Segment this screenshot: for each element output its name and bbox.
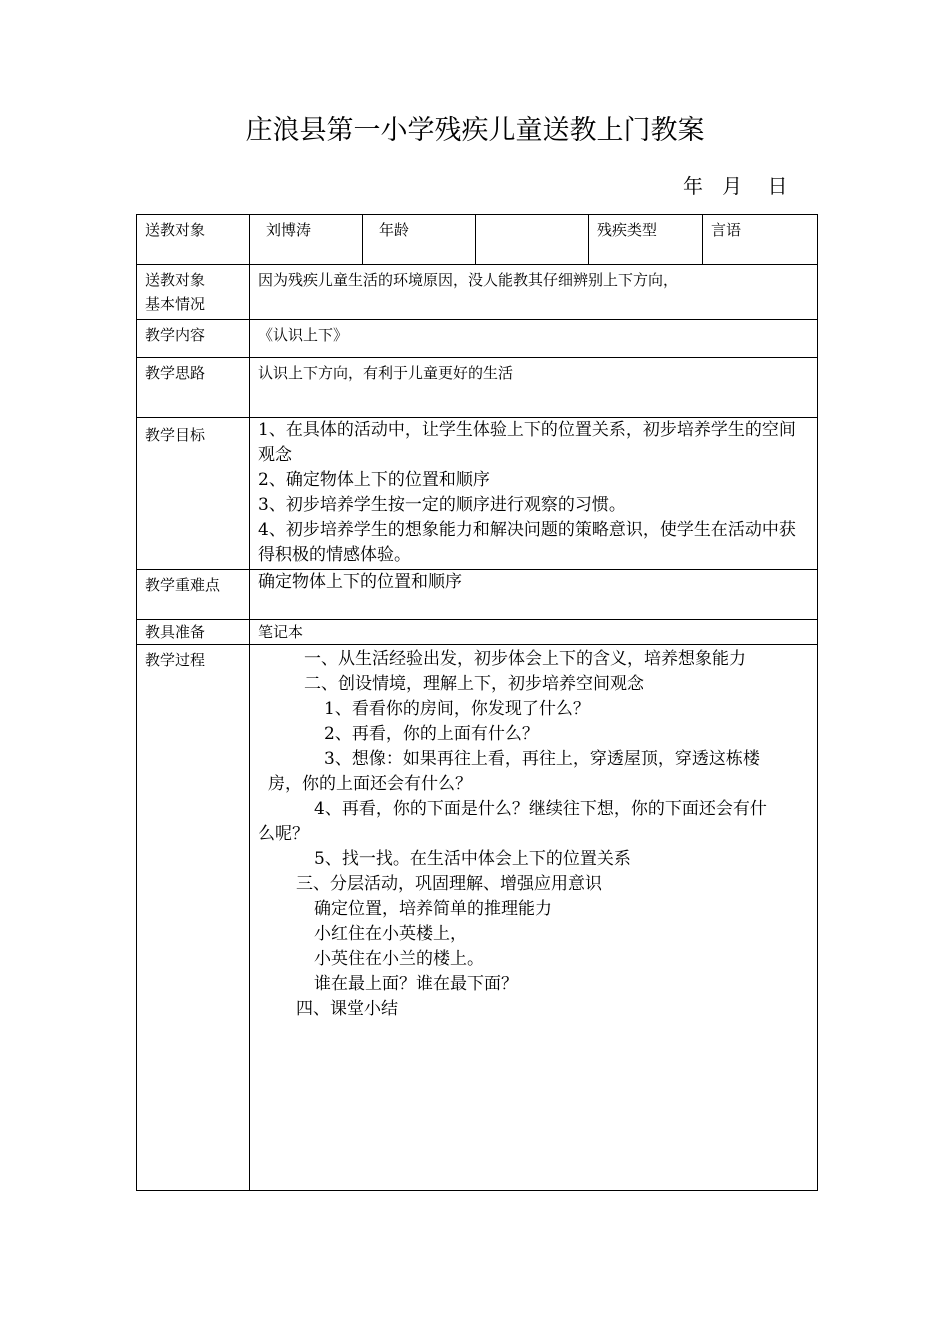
basic-info-row [137,265,818,320]
process-line: 谁在最上面？谁在最下面？ [314,974,518,994]
process-line: 确定位置，培养简单的推理能力 [314,899,552,919]
difficulty-label: 教学重难点 [137,570,250,620]
basic-info-label-line2: 基本情况 [145,295,206,313]
goal-item: 2、确定物体上下的位置和顺序 [258,470,490,490]
process-line: 么呢？ [258,824,309,844]
age-label: 年龄 [363,215,476,265]
content-row [137,320,818,358]
process-line: 2、再看，你的上面有什么？ [324,724,539,744]
process-row [137,645,818,1191]
idea-value: 认识上下方向，有利于儿童更好的生活 [250,358,818,418]
process-line: 房，你的上面还会有什么？ [268,774,472,794]
basic-info-label-line1: 送教对象 [145,271,206,289]
difficulty-value: 确定物体上下的位置和顺序 [250,570,818,620]
goal-item: 4、初步培养学生的想象能力和解决问题的策略意识，使学生在活动中获得积极的情感体验。 [258,520,796,565]
process-line: 三、分层活动，巩固理解、增强应用意识 [296,874,602,894]
process-line: 一、从生活经验出发，初步体会上下的含义，培养想象能力 [304,649,746,669]
difficulty-row [137,570,818,620]
goal-item: 3、初步培养学生按一定的顺序进行观察的习惯。 [258,495,626,515]
goals-label: 教学目标 [137,418,250,570]
tools-row [137,620,818,645]
process-line: 小英住在小兰的楼上。 [314,949,484,969]
student-name: 刘博涛 [250,215,363,265]
process-line: 二、创设情境，理解上下，初步培养空间观念 [304,674,644,694]
goals-row [137,418,818,570]
basic-info-value: 因为残疾儿童生活的环境原因，没人能教其仔细辨别上下方向， [250,265,818,320]
page-title: 庄浪县第一小学残疾儿童送教上门教案 [245,115,705,146]
target-label: 送教对象 [137,215,250,265]
tools-value: 笔记本 [250,620,818,645]
process-line: 5、找一找。在生活中体会上下的位置关系 [314,849,631,869]
info-row [137,215,818,265]
process-line: 小红住在小英楼上， [314,924,467,944]
date-line: 年 月 日 [683,174,788,198]
goals-value [250,418,818,570]
process-line: 4、再看，你的下面是什么？继续往下想，你的下面还会有什 [314,799,767,819]
process-line: 3、想像：如果再往上看，再往上，穿透屋顶，穿透这栋楼 [324,749,760,769]
idea-label: 教学思路 [137,358,250,418]
lesson-plan-table [136,214,818,1191]
basic-info-label [137,265,250,320]
disability-type-value: 言语 [703,215,818,265]
tools-label: 教具准备 [137,620,250,645]
process-line: 四、课堂小结 [296,999,398,1019]
disability-type-label: 残疾类型 [589,215,703,265]
process-value [250,645,818,1191]
process-label: 教学过程 [137,645,250,1191]
goal-item: 1、在具体的活动中，让学生体验上下的位置关系，初步培养学生的空间观念 [258,420,796,465]
content-value: 《认识上下》 [250,320,818,358]
idea-row [137,358,818,418]
age-value [476,215,589,265]
content-label: 教学内容 [137,320,250,358]
process-line: 1、看看你的房间，你发现了什么？ [324,699,590,719]
